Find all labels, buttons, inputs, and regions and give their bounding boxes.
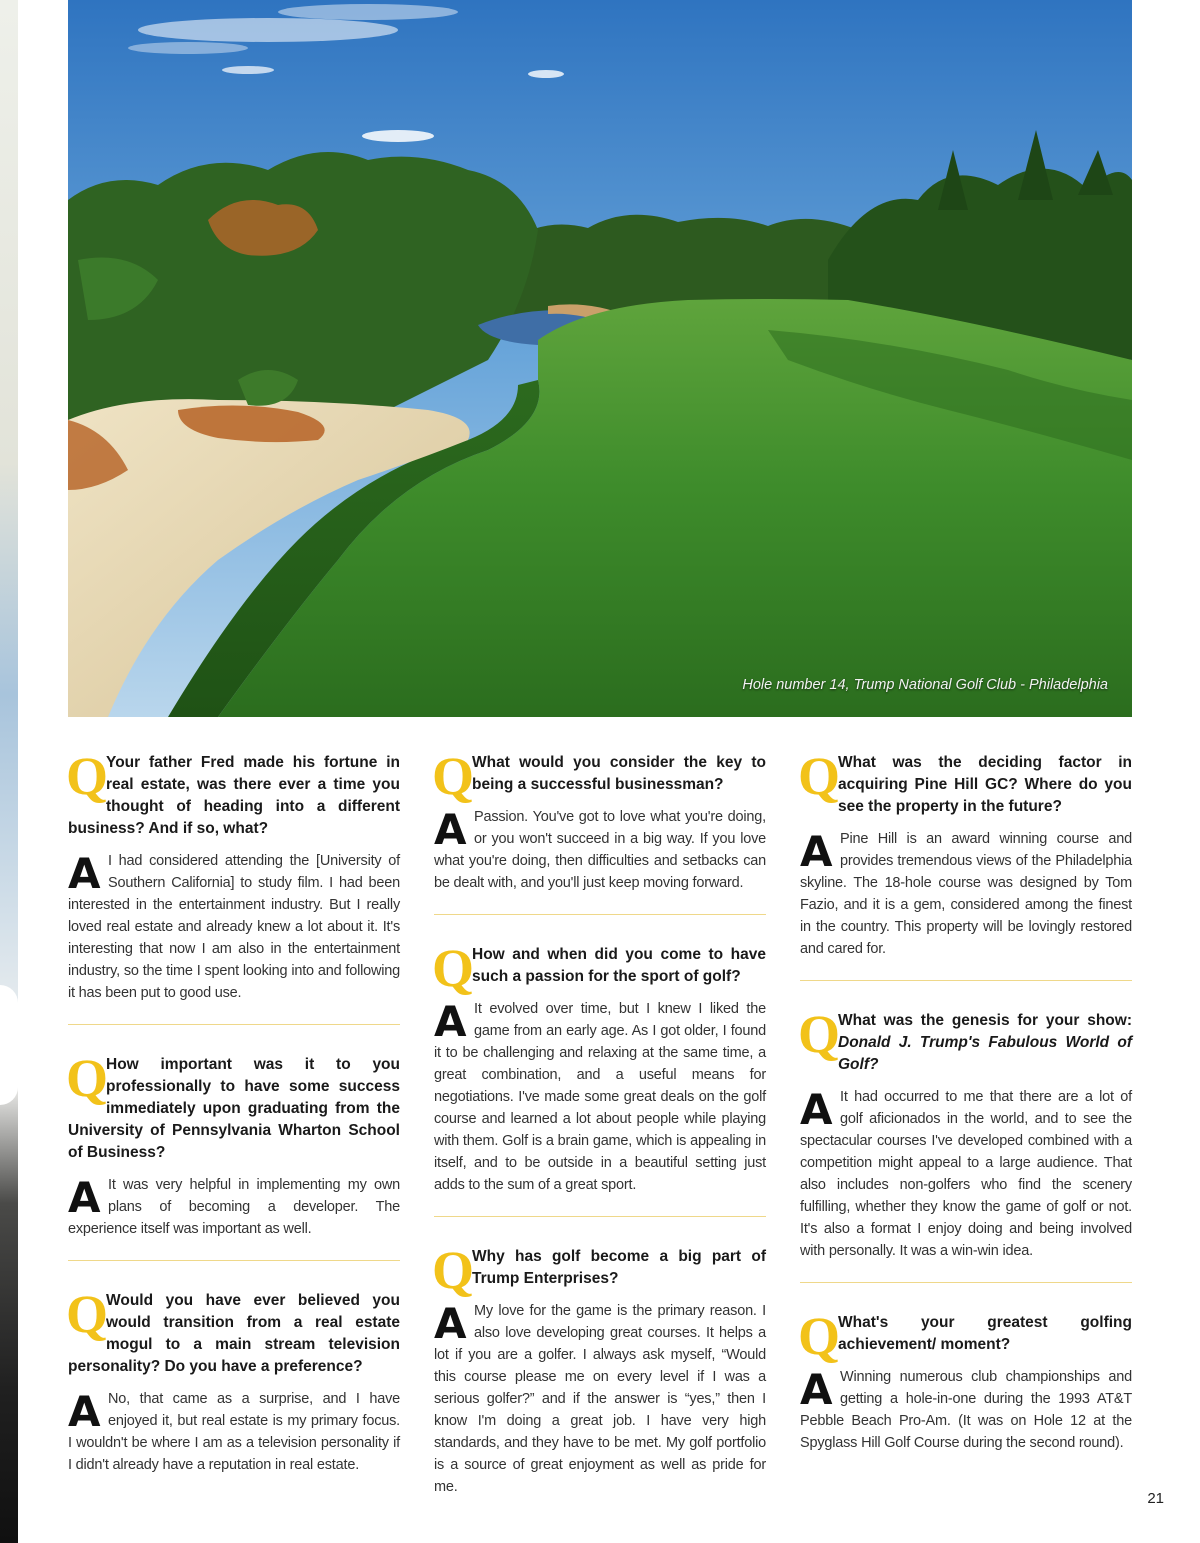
answer (800, 1366, 1132, 1454)
answer (434, 806, 766, 894)
question-text: Would you have ever believed you would transition from a real estate mogul to a main stream television personality? Do you have a preference? (68, 1292, 400, 1375)
q-marker: Q (66, 1048, 109, 1108)
answer-text: My love for the game is the primary reason. I also love developing great courses. It helps a lot if you are a golfer. I always ask myself, “Would this course please me on every level if I was a serious golfer?” and if the answer is “yes,” then I know I'm doing a great job. I have very high standards, and they have to be met. My golf portfolio is a source of great enjoyment as well as pride for me. (434, 1303, 766, 1495)
q-marker: Q (66, 746, 109, 806)
question-text: How and when did you come to have such a passion for the sport of golf? (472, 946, 766, 985)
q-marker: Q (432, 746, 475, 806)
adjacent-page-edge (0, 0, 18, 1543)
section-divider (68, 1260, 400, 1261)
section-divider (800, 980, 1132, 981)
column-1 (66, 746, 400, 1476)
question (66, 1048, 400, 1164)
golf-course-photo (68, 0, 1132, 717)
answer-text: Winning numerous club championships and getting a hole-in-one during the 1993 AT&T Pebble Beach Pro-Am. (It was on Hole 12 at the Spyglass Hill Golf Course during the second round). (800, 1369, 1132, 1451)
q-marker: Q (798, 1004, 841, 1064)
q-marker: Q (432, 938, 475, 998)
answer-text: I had considered attending the [University of Southern California] to study film. I had been interested in the entertainment industry. But I really loved real estate and already knew a lot about it. It's interesting that now I am also in the entertainment industry, so the time I spent looking into and following it has been put to good use. (68, 853, 400, 1001)
answer (434, 1300, 766, 1498)
question-text: Your father Fred made his fortune in real estate, was there ever a time you thought of heading into a different business? And if so, what? (68, 754, 400, 837)
question (432, 938, 766, 998)
a-marker: A (800, 827, 833, 876)
qa-block (432, 1240, 766, 1498)
a-marker: A (434, 997, 467, 1046)
question (798, 746, 1132, 818)
answer (434, 998, 766, 1196)
qa-block (66, 746, 400, 1004)
a-marker: A (434, 1299, 467, 1348)
question (432, 1240, 766, 1300)
answer (68, 850, 400, 1004)
a-marker: A (434, 805, 467, 854)
photo-caption: Hole number 14, Trump National Golf Club - Philadelphia (742, 677, 1108, 693)
answer-text: Pine Hill is an award winning course and provides tremendous views of the Philadelphia skyline. The 18-hole course was designed by Tom Fazio, and it is a gem, considered among the finest in the country. This property will be lovingly restored and cared for. (800, 831, 1132, 957)
adjacent-page-edge-cutout (0, 985, 18, 1105)
show-title: Donald J. Trump's Fabulous World of Golf? (838, 1034, 1132, 1073)
a-marker: A (68, 849, 101, 898)
qa-block (798, 1306, 1132, 1454)
section-divider (68, 1024, 400, 1025)
question-text: What was the genesis for your show: (838, 1012, 1132, 1029)
answer-text: It had occurred to me that there are a lot of golf aficionados in the world, and to see the spectacular courses I've developed combined with a competition might appeal to a large audience. That also includes non-golfers who find the scenery fulfilling, whether they know the game of golf or not. It's also a format I enjoy doing and being involved with personally. It was a win-win idea. (800, 1089, 1132, 1259)
question (798, 1004, 1132, 1076)
answer (800, 1086, 1132, 1262)
answer (800, 828, 1132, 960)
question (798, 1306, 1132, 1366)
a-marker: A (800, 1085, 833, 1134)
a-marker: A (68, 1387, 101, 1436)
question (66, 1284, 400, 1378)
qa-block (798, 746, 1132, 960)
answer-text: It was very helpful in implementing my own plans of becoming a developer. The experience itself was important as well. (68, 1177, 400, 1237)
qa-block (432, 746, 766, 894)
qa-block (66, 1048, 400, 1240)
a-marker: A (68, 1173, 101, 1222)
answer (68, 1388, 400, 1476)
column-3 (798, 746, 1132, 1454)
question-text: Why has golf become a big part of Trump Enterprises? (472, 1248, 766, 1287)
q-marker: Q (798, 1306, 841, 1366)
answer-text: No, that came as a surprise, and I have enjoyed it, but real estate is my primary focus. I wouldn't be where I am as a television personality if I didn't already have a reputation in real estate. (68, 1391, 400, 1473)
q-marker: Q (66, 1284, 109, 1344)
qa-block (432, 938, 766, 1196)
answer (68, 1174, 400, 1240)
column-2 (432, 746, 766, 1498)
answer-text: It evolved over time, but I knew I liked the game from an early age. As I got older, I found it to be challenging and relaxing at the same time, a great combination, and a useful means for negotiations. I've made some great deals on the golf course and learned a lot about people while playing with them. Golf is a brain game, which is appealing in itself, and to be outside in a beautiful setting just adds to the sum of a great sport. (434, 1001, 766, 1193)
q-marker: Q (432, 1240, 475, 1300)
question (432, 746, 766, 806)
question-text: What would you consider the key to being a successful businessman? (472, 754, 766, 793)
question-text: What's your greatest golfing achievement/ moment? (838, 1314, 1132, 1353)
golf-course-illustration (68, 0, 1132, 717)
question-text: How important was it to you professionally to have some success immediately upon graduating from the University of Pennsylvania Wharton School of Business? (68, 1056, 400, 1161)
question (66, 746, 400, 840)
qa-block (798, 1004, 1132, 1262)
section-divider (434, 914, 766, 915)
page-number: 21 (1147, 1490, 1164, 1507)
answer-text: Passion. You've got to love what you're doing, or you won't succeed in a big way. If you love what you're doing, then difficulties and setbacks can be dealt with, and you'll just keep moving forward. (434, 809, 766, 891)
a-marker: A (800, 1365, 833, 1414)
section-divider (434, 1216, 766, 1217)
qa-block (66, 1284, 400, 1476)
question-text: What was the deciding factor in acquiring Pine Hill GC? Where do you see the property in the future? (838, 754, 1132, 815)
q-marker: Q (798, 746, 841, 806)
section-divider (800, 1282, 1132, 1283)
